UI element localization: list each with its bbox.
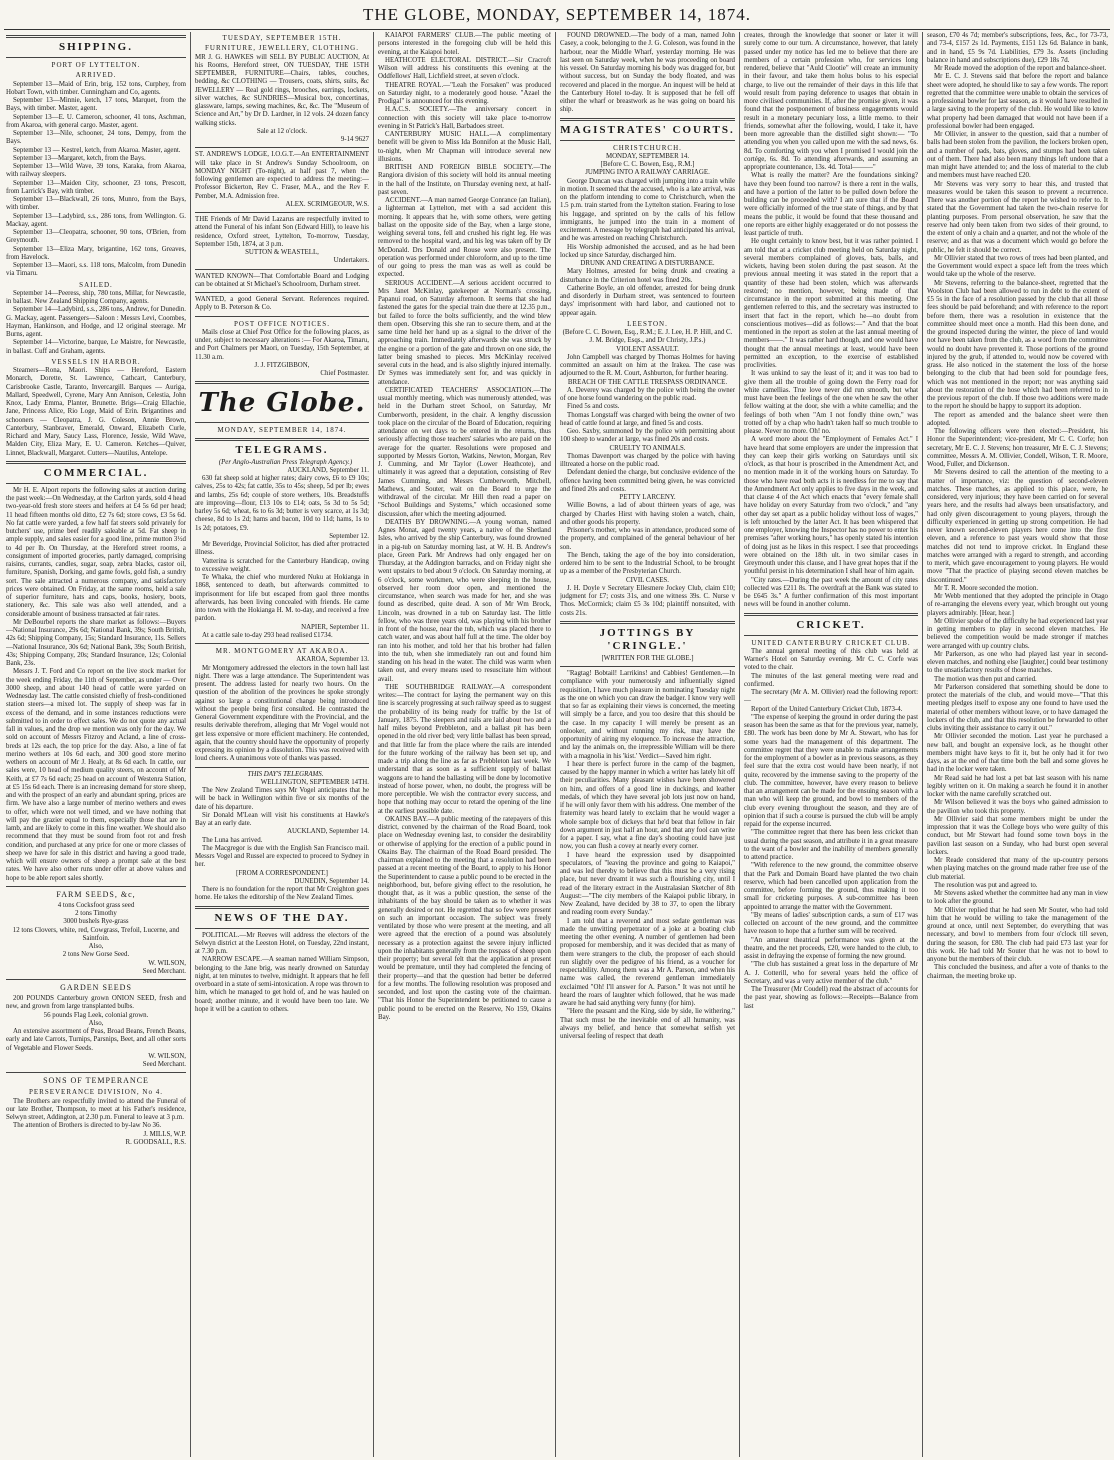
cricket-paragraph: Mr Ollivier spoke of the difficulty he had experienced last year in getting members to play in second eleven matches. He believed the competition would be made stronger if matches were arranged with up country clubs. (927, 617, 1108, 650)
cricket-paragraph: The annual general meeting of this club was held at Warner's Hotel on Saturday evening. Mr C. C. Corfe was voted to the chair. (744, 647, 918, 672)
farm-seeds-line: 3000 bushels Rye-grass (63, 918, 129, 926)
post-office-signature: Chief Postmaster. (320, 370, 369, 377)
jottings-paragraph: "Ragtag! Bobtail! Larrikins! and Cabbies! Gentlemen.—In compliance with your numerously and influentially signed requisition, I have much pleasure in nominating Tuesday night as the one on which you can draw the badger. I know very well that so far as explaining their views is concerned, the meeting will simply be a farce, and you too desire that this should be the case. In my capacity I will merely be present as an onlooker, and without running my risk, may have the opportunity of airing my eloquence. To increase the attraction, and lay the animals on, the irrepressible William will be there with a magnolia in his 'kist.' Verdict—Saved him right. (560, 670, 735, 760)
telegram: Te Whaka, the chief who murdered Nuku at Hokianga in 1868, sentenced to death, but afterwards committed to imprisonment for life but escaped from gaol three months afterwards, has been living concealed with friends. He came into town with the Hokianga H. M. to-day, and received a free pardon. (195, 574, 369, 623)
news-item: FOUND DROWNED.—The body of a man, named John Casey, a cook, belonging to the J. G. Coleson, was found in the harbour, near the Middle Wharf, yesterday morning. He was last seen on Saturday week, when he was proceeding on board his vessel. On Saturday morning his body was dragged for, but without success, but on Sunday the body floated, and was recovered and placed in the morgue. An inquest will be held at the Canterbury Hotel to-day. It is supposed that he fell off either the wharf or breastwork as he was going on board his ship. (560, 32, 735, 114)
divider (6, 483, 186, 484)
farm-seeds-signature: Seed Merchant. (142, 967, 186, 975)
sons-heading: SONS OF TEMPERANCE (43, 1076, 149, 1086)
arrival-entry: September 13—E. U. Cameron, schooner, 41 tons, Aschman, from Akaroa, with general cargo. Master, agent. (6, 113, 186, 129)
auction-ref: 9-14 9627 (340, 136, 369, 143)
divider (6, 57, 186, 58)
divider (560, 118, 735, 121)
jottings-paragraph: It was unkind to say the least of it; and it was too bad to give them all the trouble of going down the Ferry road for white camellias. True love never did run smooth, but what must have been the feelings of the one when he saw the other fellow waiting at the door, she with a white camellia; and the feelings of both when "Am I not fondly thine own," was trotted off by a chap who hadn't taken half so much trouble to please. Never no more. Oh! no. (744, 370, 918, 435)
jottings-paragraph: I have heard the expression used by disappointed speculators, of "leaving the province and going to Kaiapoi," and was led thereby to believe that this must be a very rising place, but never dreamt it was such a flourishing city, until I read of the literary extract in the Australasian Sketcher of 8th August:—"The city members of the Kaiapoi public library, in New Zealand, have decided by 38 to 37, to open the library and reading room every Sunday." (560, 851, 735, 917)
court-location: LEESTON. (627, 319, 668, 328)
telegram: At a cattle sale to-day 293 head realised £1734. (202, 631, 333, 639)
case-report: Willie Bowns, a lad of about thirteen years of age, was charged by Charles Hirst with having stolen a watch, chain, and other goods his property. (560, 502, 735, 526)
sailed-entry: September 14—Ladybird, s.s., 286 tons, Andrew, for Dunedin. G. Mackay, agent. Passengers—Saloon : Messrs Levi, Coombes, Hayman, Hankinson, and Hodge, and 12 original steerage. Mr Burns, agent. (6, 306, 186, 338)
divider (744, 613, 918, 616)
case-report: His Worship admonished the accused, and as he had been locked up since Saturday, discharged him. (560, 243, 735, 259)
sailed-entry: September 14—Peeress, ship, 780 tons, Millar, for Newcastle, in ballast. New Zealand Shipping Company, agents. (6, 289, 186, 305)
montgomery-heading: MR. MONTGOMERY AT AKAROA. (215, 647, 349, 655)
vessels-list: Steamers—Rona, Maori. Ships — Hereford, Eastern Monarch, Dorette, St. Lawrence, Cathcart, Canterbury, Carisbrooke Castle, Taranto, Invercargill. Barques — Auriga, Mallard, Speedwell, Cyrene, Mary Ann Annison, Celestia, John Knox, Lady Emma, Planter, Brunette. Brigs—Craig Ellachie, Jane, Princess Alice, Rio Loge, Maid of Erin. Brigantines and schooners — Cleopatra, J. G. Coleson, Annie Brown, Canterbury, Stanbraver, Emerald, Onward, Elizabeth Curle, Richard and Mary, Saucy Lass, Florence, Jessie, Wild Wave, Malden City, Eliza Mary, E. U. Cameron. Ketches—Quiver, Linnet, Blackwall, Margaret. Cutters—Nautilus, Antelope. (6, 367, 186, 457)
arrival-entry: September 13—Margaret, ketch, from the Bays. (13, 154, 146, 162)
masthead-title: THE GLOBE, MONDAY, SEPTEMBER 14, 1874. (363, 5, 751, 24)
garden-seeds-heading: GARDEN SEEDS (60, 983, 132, 992)
news-item: THEATRE ROYAL.—"Leah the Forsaken" was produced on Saturday night, to a moderately good house. "Azael the Prodigal" is announced for this evening. (378, 81, 551, 105)
dateline: WELLINGTON, SEPTEMBER 14TH. (260, 778, 369, 786)
cricket-paragraph: Mr Parkerson considered that something should be done to protect the materials of the club, and would move—"That this meeting pledges itself to expose any one found to have used the material of other members without leave, or to have damaged the lockers of the club, and that this resolution be forwarded to other clubs inviting their assistance to carry it out." (927, 683, 1108, 732)
dateline: DUNEDIN, September 14. (294, 877, 369, 885)
cricket-paragraph: Mr E. C. J. Stevens said that before the report and balance sheet were adopted, he should like to say a few words. The report regretted that the committee were unable to obtain the services of a professional bowler for last season, as it would have resulted in a large saving to the property of the club. He would like to know what property had been damaged that would not have been if a professional bowler had been engaged. (927, 73, 1108, 130)
column-divider (739, 32, 740, 1457)
telegram: The Luna has arrived. (202, 836, 263, 844)
port-heading: PORT OF LYTTELTON. (51, 61, 141, 69)
case-report: The Bench, taking the age of the boy into consideration, ordered him to be sent to the Industrial School, to be brought up as a member of the Presbyterian Church. (560, 551, 735, 576)
divider (195, 767, 369, 768)
case-heading: BREACH OF THE CATTLE TRESPASS ORDINANCE. (567, 378, 728, 386)
cricket-paragraph: "An amateur theatrical performance was given at the theatre, and the net proceeds, £20, were handed to the club, to assist in defraying the expense of forming the new ground. (744, 936, 918, 960)
case-heading: DRUNK AND CREATING A DISTURBANCE. (580, 260, 715, 267)
sons-signature: J. MILLS, W.P. (143, 1130, 186, 1138)
cricket-paragraph: "The committee regret that there has been less cricket than usual during the past season, and attribute it in a great measure to the want of a bowler and the inability of members generally to attend practice. (744, 829, 918, 861)
case-heading: CRUELTY TO ANIMALS. (609, 444, 686, 452)
news-item: ACCIDENT.—A man named George Conrance (an Italian), a lighterman at Lyttelton, met with a sad accident this morning. It appears that he, with some others, were getting ballast on the opposite side of the Bay, when a large stone, weighing several tons, fell and crushed his right leg. He was removed to the hospital ward, and his leg was taken off by Dr McDonald. Drs Donald and Rouse were also present. The operation was performed under chloroform, and up to the time of our going to press the man was as well as could be expected. (378, 197, 551, 279)
jottings-paragraph: I hear there is perfect furore in the camp of the bagmen, caused by the happy manner in which a writer has lately hit off their peculiarities. Many pleasant wishes have been showered on him, and offers of a good line in duckings, and leather medals, of which they have several job lots just now on hand, if he will only favor them with his address. One member of the fraternity was heard lately to exclaim that he would wager a whole sample box of dickeys that he'd beat that fellow in fair down argument in just half an hour, and that any fool can write for a paper. I say, what a fine day's shooting could have just now, you can flush a covey at nearly every corner. (560, 760, 735, 851)
garden-seeds-signature: W. WILSON, (148, 1052, 186, 1060)
arrival-entry: September 13—Eliza Mary, brigantine, 162 tons, Greaves, from Havelock. (6, 245, 186, 261)
divider (744, 635, 918, 636)
cricket-paragraph: Mr T. R. Moore seconded the motion. (934, 584, 1039, 592)
column-6 (927, 32, 1108, 1457)
case-report: Geo. Saxby, summoned by the police with permitting about 100 sheep to wander at large, was fined 20s and costs. (560, 428, 735, 444)
garden-seeds-line: Also, (88, 1019, 104, 1027)
farm-seeds-heading: FARM SEEDS, &c, (56, 889, 136, 899)
divider (195, 438, 369, 441)
dateline: AKAROA, September 13. (296, 656, 369, 664)
dateline: AUCKLAND, September 14. (287, 828, 369, 836)
sailed-entry: September 14—Victorine, barque, Le Maistre, for Newcastle, in ballast. Cuff and Graham, agents. (6, 339, 186, 355)
arrived-heading: ARRIVED. (75, 71, 117, 80)
cricket-paragraph: "The club has sustained a great loss in the departure of Mr A. J. Cotterill, who for several years held the office of Secretary, and was a very active member of the club." (744, 961, 918, 985)
arrival-entry: September 13—Blackwall, 26 tons, Munro, from the Bays, with timber. (6, 196, 186, 212)
sons-signature: R. GOODSALL, R.S. (125, 1138, 186, 1146)
cricket-paragraph: Mr Webb mentioned that they adopted the principle in Otago of re-arranging the elevens every year, which brought out young players admirably. [Hear, hear.] (927, 593, 1108, 617)
vessels-heading: VESSELS IN HARBOR. (51, 357, 141, 366)
case-report: Prisoner's mother, who was in attendance, produced some of the property, and complained of the general behaviour of her son. (560, 527, 735, 551)
telegram: The New Zealand Times says Mr Vogel anticipates that he will be back in Wellington within five or six months of the date of his departure. (195, 787, 369, 811)
jottings-subheading: [WRITTEN FOR THE GLOBE.] (601, 654, 694, 662)
case-heading: VIOLENT ASSAULT. (616, 345, 679, 353)
column-divider (555, 32, 556, 1457)
case-report: Catherine Boyle, an old offender, arrested for being drunk and disorderly in Durham street, was sentenced to fourteen days' imprisonment with hard labor, and cautioned not to appear again. (560, 284, 735, 317)
news-item: HEATHCOTE ELECTORAL DISTRICT.—Sir Cracroft Wilson will address his constituents this evening at the Oddfellows' Hall, Lichfield street, at seven o'clock. (378, 56, 551, 81)
column-divider (190, 32, 191, 1457)
cricket-paragraph: Mr Reade moved the adoption of the report and balance-sheet. (934, 65, 1107, 72)
auction-date: TUESDAY, SEPTEMBER 15TH. (222, 34, 342, 42)
commercial-report: Mr H. E. Alport reports the following sales at auction during the past week:—On Wednesday, at the Carlton yards, sold 4 head two-year-old fresh store steers and heifers at £4 5s 6d per head; 11 head fifteen months old ditto, £2 7s 6d; store cows, £3 5s 6d. No fat cattle were yarded, a few half fat steers sold privately for butchers' use, prime beef readily saleable at 5d. Fat sheep in ample supply, and sales easier for a good line, prime mutton 3½d to 4d per lb. On Thursday, at the Hereford street rooms, a consignment of imported groceries, partly damaged, comprising raisins, currants, candles, sugar, soap, zebra blacks, castor oil, furniture, Spanish, Dorking, and game fowls, gold fish, a sundry sort. The sale attracted a numerous company, and satisfactory prices were obtained. On Friday, at the same rooms, held a sale of superior furniture, hats and caps, books, hosiery, boots, stationery, &c. This sale was also well attended, and a considerable amount of business transacted at fair rates. (6, 486, 186, 618)
garden-seeds-signature: Seed Merchant. (142, 1061, 186, 1068)
court-location: CHRISTCHURCH. (613, 143, 682, 152)
cricket-paragraph: "With reference to the new ground, the committee observe that the Park and Domain Board have planted the two chain reserve, which had been cancelled upon application from the committee, before forming the ground, thus making it too small for cricketing purposes. A sub-committee has been appointed to arrange the matter with the Government. (744, 862, 918, 911)
news-item: NARROW ESCAPE.—A seaman named William Simpson, belonging to the Jane brig, was nearly drowned on Saturday night, at ten minutes to twelve, midnight. It appears that he fell overboard in a state of semi-intoxication. A rope was thrown to him, which he managed to get hold of, and he was hauled on board; another minute, and it would have been too late. We hope it will be a caution to others. (195, 956, 369, 1013)
column-divider (922, 32, 923, 1457)
case-report: Fined 5s and costs. (567, 403, 620, 411)
news-item: OKAINS BAY.—A public meeting of the ratepayers of this district, convened by the chairman of the Road Board, took place on Wednesday evening last, to consider the desirability or otherwise of applying for the erection of a public pound in Okains Bay. The chairman of the Road Board presided. The chairman explained to the meeting that a resolution had been passed at a recent meeting of the Board, to apply to his Honor the Superintendent to cause a public pound to be erected in the neighborhood, but, before giving effect to the resolution, he thought that, as it was a public question, the sense of the inhabitants of the bay should be taken as to whether it was generally desired or not. He regretted that so few were present on such an important occasion. The subject was freely ventilated by those who were present at the meeting, and all were agreed that the erection of a pound was absolutely necessary as a protection against the severe injury inflicted upon the inhabitants generally from the trespass of sheep upon their property; but several felt that the application at present would be premature, until they had completed the fencing of their property—and that the question had better be deferred for a few months. The following resolution was proposed and seconded, and lost upon the casting vote of the chairman. "That his Honor the Superintendent be petitioned to cause a public pound to be erected on the Reserve, No 159, Okains Bay. (378, 815, 551, 1021)
jottings-paragraph: "Here the peasant and the King, side by side, lie withering." That such must be the inevitable end of all humanity, was always my belief, and hence that somewhat selfish yet universal feeling of respect that death (560, 1008, 735, 1040)
divider (6, 35, 186, 38)
commercial-report: Mr DeBourbel reports the share market as follows:—Buyers—National Insurance, 29s 6d; National Bank, 39s; South British, 42s 6d; Shipping Company, 15s; Standard Insurance, 11s. Sellers—National Insurance, 30s 6d; National Bank, 39s; South British, 43s; Shipping Company, 20s; Standard Insurance, 12s; Colonial Bank, 23s. (6, 618, 186, 667)
news-item: THE SOUTHBRIDGE RAILWAY.—A correspondent writes:—The contract for laying the permanent way on this line is scarcely progressing at such railway speed as to suggest the probability of its being ready for traffic by the 1st of January, 1875. The sleepers and rails are laid about two and a half miles beyond Prebbleton, and a ballast pit has been opened in the old river bed; very little ballast has been spread, and that little far from the place where the rails are intended for the future working of the railway has been set up, and made a trip along the line as far as Prebbleton last week. We understand that as soon as a sufficient supply of ballast waggons are to hand the ballasting will be done by locomotive instead of horse power, when, no doubt, the progress will be more perceptible. We wish the contractor every success, and hope that nothing may occur to retard the opening of the line at the earliest possible date. (378, 683, 551, 815)
funeral-signature: SUTTON & WEASTELL, (245, 249, 319, 256)
case-heading: CIVIL CASES. (625, 576, 669, 584)
cricket-paragraph: Mr Reade considered that many of the up-country persons when playing matches on the ground made rather free use of the club material. (927, 857, 1108, 881)
cricket-paragraph: Mr Stevens was very sorry to hear this, and trusted that measures would be taken this season to prevent a recurrence. There was another portion of the report he wished to refer to. It stated that the Government had taken the two-chain reserve for planting purposes. From personal observation, he saw that the reserve had only been taken from two sides of their ground, to the extent of only a chain and a quarter, and not the whole of the reserve; and as that was a document which would go before the public, he felt it should be correct. (927, 180, 1108, 254)
arrival-entry: September 13—Cleopatra, schooner, 90 tons, O'Brien, from Greymouth. (6, 229, 186, 245)
auction-sale-time: Sale at 12 o'clock. (256, 127, 308, 135)
cricket-paragraph: "The expense of keeping the ground in order during the past season has been the same as that for the previous year, namely, £80. The work has been done by Mr A. Stewart, who has for some years had the management of this department. The committee regret that they were unable to make arrangements for the employment of a bowler as in previous seasons, as they feel sure that the extra cost would have been nearly, if not quite, recovered by the immense saving to the property of the club. The committee, however, have every reason to believe that an arrangement can be made for the ensuing season with a man who will keep the ground, and bowl to members of the club every evening throughout the season, and they are of opinion that if such a course is pursued the club will be amply repaid for the expense incurred. (744, 713, 918, 828)
cricket-paragraph: Mr Stevens, referring to the balance-sheet, regretted that the Woolston Club had been allowed to run in debt to the extent of £5 5s in the face of a resolution passed by the club that all those fees should be paid beforehand; and with reference to the report before them, there was a resolution in existence that the committee should meet once a month. Had this been done, and the ground inspected during the winter, the piece of land would not have been taken from the club, as a word from the committee would no doubt have prevented it. Those portions of the ground injured by the grub, if attended to, would now be covered with grass. He also noticed in the statement the loss of the horse belonging to the club that had been sold for poundage fees, which was not mentioned in the report; nor was anything said about the restoration of the hose which had been referred to in the previous report of the club. If those two additions were made to the report he should be happy to support its adoption. (927, 279, 1108, 411)
todays-telegrams-heading: THIS DAY'S TELEGRAMS. (247, 770, 324, 778)
sailed-heading: SAILED. (79, 280, 113, 289)
auction-notice: MR J. G. HAWKES will SELL BY PUBLIC AUCTION, At his Rooms, Hereford street, ON TUESDAY, THE 15TH SEPTEMBER, FURNITURE—Chairs, tables, couches, bedding, &c CLOTHING — Trousers, coats, shirts, suits, &c JEWELLERY — Real gold rings, brooches, earrings, lockets, silver watches, &c SUNDRIES—Musical box, concertinas, glassware, lamps, sewing machines, &c, &c. The "Museum of Science and Art," by Dr D. Lardner, in 12 vols. 24 dozen fancy walking sticks. (195, 53, 369, 127)
telegram: Vatterina is scratched for the Canterbury Handicap, owing to excessive weight. (195, 557, 369, 573)
commercial-report: Messrs J. T. Ford and Co report on the live stock market for the week ending Friday, the 11th of September, as under — Over 3000 sheep, and about 140 head of cattle were yarded on Wednesday last. The cattle consisted chiefly of fresh-conditioned station steers—a mixed lot. The supply of sheep was far in excess of the demand, and in some instances reductions were submitted to in order to effect sales. We do not quote any actual fall in values, and the drop we mention was only for the day. We sold on account of Messrs Fitzroy and Acland, a line of cross-breds at 12s each, the top price for the day. Also, a line of fat merino wethers at 10s 6d each, and 300 good store merino wethers on account of Mr J. Healy, at 8s 6d each. In cattle, our sales were, 10 head of medium quality steers, on account of Mr Keith, at £7 7s 6d each; 25 head on account of Westenra Station, at £5 15s 6d each. There is an increasing demand for store sheep, and with the prospect of an early and abundant spring, prices are firm. We have also a large number of merino wethers and ewes to offer, which were not well timed, and we have nothing that will pay the grazier equal to them, especially those that are in lamb, and are likely to come in this fine weather. We should also recommend that they must be sound from foot rot and fresh condition, and purchased at any price for one or more classes of sheep we have for sale in this district and having a good trade, which will ensure owners of sheep a prompt sale at the best rates. We have also other runs under offer at above values and hope to be able report sales shortly. (6, 668, 186, 882)
post-office-notice: Mails close at Chief Post Office for the following places, as under, subject to necessary alterations :— For Akaroa, Timaru, and Port Chalmers per Maori, on Tuesday, 15th September, at 11.30 a.m. (195, 328, 369, 361)
auction-heading: FURNITURE, JEWELLERY, CLOTHING. (205, 44, 359, 53)
column-1 (6, 32, 186, 1457)
jottings-heading: JOTTINGS BY 'CRINGLE.' (599, 626, 696, 652)
telegram: 630 fat sheep sold at higher rates; dairy cows, £6 to £9 10s; calves, 25s to 42s; fat cattle, 35s to 45s; sheep, 5d per lb; ewes and lambs, 25s 6d; couple of store wethers, 10s. Breadstuffs are improving—flour, £13 10s to £14; oats, 5s 3d to 5s 5d; barley 5s 6d; wheat, 6s to 6s 3d; butter is very scarce, at 1s 3d; cheese, 8d to 1s 2d; hams and bacon, 10d to 11d; hams, 1s to 1s 2d; potatoes, £9. (195, 475, 369, 532)
jottings-paragraph: I am told that a reverend and most sedate gentleman was made the unwitting perpetrator of a joke at a boating club meeting the other evening. A number of gentlemen had been proposed for membership, and it was decided that as many of them were strangers to the club, the proposer of each should run slightly over the pedigree of his friend, as a voucher for respectability. Among them was a Mr A. Parson, and when his name was called, the reverend gentleman immediately exclaimed "Oh! I'll answer for A. Parson." It was not until he heard the roars of laughter which followed, that he was made aware he had said anything very funny (for him). (560, 917, 735, 1007)
farm-seeds-line: 2 tons New Gorse Seed. (62, 951, 130, 959)
case-report: J. H. Doyle v Secretary Ellesmere Jockey Club, claim £10; judgment for £7; costs 31s, and one witness 39s. C. Nurse v Thos. McCormick; claim £5 3s 10d; plaintiff nonsuited, with costs 21s. (560, 584, 735, 617)
farm-seeds-line: 4 tons Cocksfoot grass seed (57, 901, 135, 909)
funeral-signature: Undertakers. (333, 257, 369, 265)
case-heading: JUMPING INTO A RAILWAY CARRIAGE. (585, 169, 710, 177)
cricket-paragraph: Mr Parkerson, as one who had played last year in second-eleven matches, and nothing else [laughter,] could bear testimony to the unsatisfactory results of those matches. (927, 650, 1108, 675)
cricket-paragraph: The Treasurer (Mr Coudell) read the abstract of accounts for the past year, showing as follows:—Receipts—Balance from last (744, 986, 918, 1010)
telegrams-source: (Per Anglo-Australian Press Telegraph Agency.) (218, 458, 353, 466)
masthead-rule (4, 29, 1110, 30)
newspaper-nameplate: The Globe. (198, 388, 366, 419)
cricket-paragraph: The motion was then put and carried. (934, 675, 1037, 683)
arrival-entry: September 13—Ladybird, s.s., 286 tons, from Wellington. G. Mackay, agent. (6, 212, 186, 228)
cricket-paragraph: Mr Ollivier seconded the motion. Last year he purchased a new ball, and bought an expensive lock, as he thought other members might have keys to fit it, but he only had it for two days, as at the end of that time both the ball and some gloves he had in the locker were taken. (927, 733, 1108, 774)
cricket-paragraph: This concluded the business, and after a vote of thanks to the chairman, the meeting broke up. (927, 964, 1108, 980)
cricket-paragraph: Mr Ollivier replied that he had seen Mr Souter, who had told him that he would be willing to take the management of the ground at once, until next September, do everything that was necessary, and bowl to members from four o'clock till seven, during the season, for £80. The club had paid £73 last year for this work. He had told Mr Souter that he was not to bowl to anyone but the members of their club. (927, 906, 1108, 963)
court-date: MONDAY, SEPTEMBER 14. (605, 152, 690, 160)
divider (195, 906, 369, 909)
telegram: The Macgregor is due with the English San Francisco mail. Messrs Vogel and Russel are expected to proceed to Sydney in her. (195, 844, 369, 869)
cricket-paragraph: The secretary (Mr A. M. Ollivier) read the following report:— (744, 689, 918, 705)
divider (6, 886, 186, 887)
cricket-paragraph: Mr Read said he had lost a pet bat last season with his name legibly written on it. On making a search he found it in another locker with the name carefully scratched out. (927, 774, 1108, 798)
farm-seeds-line: Also, (88, 943, 104, 950)
case-heading: PETTY LARCENY. (619, 494, 676, 501)
cricket-heading: CRICKET. (796, 618, 866, 631)
cricket-paragraph: Mr Ollivier said that some members might be under the impression that it was the College boys who were guilty of this conduct, but Mr Stewart had found some town boys in the pavilion last season on a Sunday, who had burst open several lockers. (927, 815, 1108, 856)
dateline: September 12. (329, 532, 369, 540)
news-item: CANTERBURY MUSIC HALL.—A complimentary benefit will be given to Miss Ida Bonnifon at the Music Hall, to-night, when Mr Chapman will introduce several new illusions. (378, 131, 551, 163)
jottings-paragraph: A word more about the "Employment of Females Act." I have heard that some employers are under the impression that they can keep their girls working on Saturdays until six o'clock, as that hour is proscribed in the Amendment Act, and no mention made in it of the working hours on Saturday. To those who have read both acts it is needless for me to say that the Amendment Act only applies to five days in the week, and that clause 4 of the Act which enacts that "every female shall have holiday on every Saturday from two o'clock," and "any other day set apart as a public holiday without loss of wages," is left untouched by the latter Act. It has been whispered that one employer, knowing the Inspector has no power to enter his premises "after working hours," has openly stated his intention of doing just as he likes in this respect. I see that proceedings were obtained on the 18th ult. in two similar cases in Greymouth under this clause, and I have great hopes that if the youthful persist in his determination I shall hear of him again. (744, 436, 918, 576)
dateline: [FROM A CORRESPONDENT.] (236, 869, 328, 877)
farm-seeds-line: 2 tons Timothy (75, 910, 117, 917)
jottings-paragraph: "City rates.—During the past week the amount of city rates collected was £211 8s. The overdraft at the Bank was stated to be £645 3s." A further confirmation of this most important news will be found in another column. (744, 576, 918, 609)
masthead (0, 0, 1114, 28)
divider (6, 461, 186, 464)
divider (195, 928, 369, 929)
sons-notice: The attention of Brothers is directed to by-law No 36. (13, 1122, 162, 1130)
garden-seeds-line: 56 pounds Flag Leek, colonial grown. (43, 1011, 149, 1019)
lodge-signature: ALEX. SCRIMGEOUR, W.S. (285, 200, 369, 208)
lodge-notice: ST. ANDREW'S LODGE, I.O.G.T.—An ENTERTAINMENT will take place in St Andrew's Sunday Schoolroom, on MONDAY NIGHT (To-night), at half past 7, when the following gentlemen are expected to address the meeting:— Professor Bickerton, Rev C. Fraser, M.A., and the Rev F. Pember, M.A. Admission free. (195, 151, 369, 200)
case-report: John Campbell was charged by Thomas Holmes for having committed an assault on him at the Irakea. The case was adjourned to the R. M. Court, Ashburton, for further hearing. (560, 353, 735, 378)
cricket-paragraph: "By means of ladies' subscription cards, a sum of £17 was collected on account of the new ground, and the committee have reason to hope that a further sum will be received. (744, 911, 918, 936)
jottings-paragraph: What is really the matter? Are the foundations sinking? have they been found too narrow? is there a rent in the walls, and have a portion of the latter to be pulled down before the building can be proceeded with? I am sure that if the Board were officially informed of the true state of things, and by that means the public, it would be found that these thousand and one reports are either highly exaggerated or do not possess the least particle of truth. (744, 172, 918, 237)
case-report: Thomas Davenport was charged by the police with having illtreated a horse on the public road. (560, 452, 735, 468)
arrival-entry: September 13 — Kestrel, ketch, from Akaroa. Master, agent. (13, 146, 181, 154)
telegram: Sir Donald M'Lean will visit his constituents at Hawke's Bay at an early date. (195, 811, 369, 827)
case-report: Defendant denied the charge, but conclusive evidence of the offence having been committed being given, he was convicted and fined 20s and costs. (560, 469, 735, 493)
post-office-signature: J. J. FITZGIBBON, (254, 361, 310, 369)
sons-notice: The Brothers are respectfully invited to attend the Funeral of our late Brother, Thompson, to meet at his Father's residence, Selwyn street, Addington, at 2.30 p.m. Funeral to leave at 3 p.m. (6, 1097, 186, 1121)
column-2 (195, 32, 369, 1457)
divider (195, 212, 369, 213)
dateline: NAPIER, September 11. (301, 623, 369, 631)
divider (195, 422, 369, 423)
divider (560, 621, 735, 624)
divider (195, 147, 369, 148)
farm-seeds-line: 12 tons Clovers, white, red, Cowgrass, Trefoil, Lucerne, and Saintfoin. (12, 926, 180, 942)
telegram: Mr Beveridge, Provincial Solicitor, has died after protracted illness. (195, 541, 369, 557)
arrival-entry: September 13—Minnie, ketch, 17 tons, Marquet, from the Bays, with timber. Master, agent. (6, 97, 186, 113)
club-heading: UNITED CANTERBURY CRICKET CLUB. (751, 638, 911, 647)
news-item: KAIAPOI FARMERS' CLUB.—The public meeting of persons interested in the foregoing club will be held this evening, at the Kaiapoi hotel. (378, 32, 551, 56)
divider (6, 1072, 186, 1073)
court-bench: (Before C. C. Bowen, Esq., R.M.; E. J. Lee, H. P. Hill, and C. J. M. Bridge, Esqs., and Dr Christy, J.P.s.) (562, 329, 733, 345)
funeral-notice: THE Friends of Mr David Lazarus are respectfully invited to attend the Funeral of his infant Son (Edward Hill), to leave his residence, Oxford street, Lyttelton, To-morrow, Tuesday, September 15th, 1874, at 3 p.m. (195, 216, 369, 248)
jottings-paragraph: He ought certainly to know best, but it was rather pointed. I am told that at a cricket club meeting held on Saturday night, several members complained of gloves, bats, balls, and wickets, having been stolen during the past season. At the previous annual meeting it was stated in the report that a quantity of these had been stolen, which was afterwards restored; no mention, however, being made of that circumstance in the report submitted at this meeting. One gentlemen referred to this, and the secretary was instructed to insert that fact in the report, which he—no doubt from conscientious motives—did as follows:—" And that the boat mentioned in the report as stolen at the last annual meeting of members——." It was rather hard though, and one would have thought that the annual meetings at least, would have been permitted an exception, to the exercise of established proclivities. (744, 238, 918, 369)
cricket-paragraph: Mr Wilson believed it was the boys who gained admission to the pavilion who took this property. (927, 799, 1108, 815)
news-heading: NEWS OF THE DAY. (214, 911, 350, 924)
cricket-paragraph: The minutes of the last general meeting were read and confirmed. (744, 672, 918, 688)
divider (195, 316, 369, 317)
post-office-heading: POST OFFICE NOTICES. (234, 319, 330, 328)
magistrates-heading: MAGISTRATES' COURTS. (560, 123, 735, 136)
cricket-paragraph: The resolution was put and agreed to. (934, 881, 1038, 889)
jottings-paragraph: creates, through the knowledge that sooner or later it will surely come to our turn. A circumstance, however, that lately passed under my notice has led me to believe that there are members of a certain profession who, for services long rendered, believe that "Auld Clootie" will create an immunity in their favour, and take them holus bolus to his especial charge, to live out the remainder of their days in this life that would result from paying deference to usages that obtain in more civilised communities. If, after the promise given, it was found that the postponement of business engagements would result in a monetary pecuniary loss, a little memo. to their friends, somewhat after the following, would, I take it, have been more agreeable than the distilled sight shown:— "To attending you when you called upon me with the sad news, 6s. 8d. To comforting with you when I promised I would join the cortége, 6s. 8d. To attending afterwards, and assuming an appropriate countenance, 13s. 4d. Total———" (744, 32, 918, 171)
issue-date: MONDAY, SEPTEMBER 14, 1874. (217, 426, 347, 435)
shipping-heading: SHIPPING. (59, 41, 133, 53)
case-report: Mary Holmes, arrested for being drunk and creating a disturbance in the Criterion hotel was fined 20s. (560, 268, 735, 284)
cricket-paragraph: Mr Stevens asked whether the committee had any man in view to look after the ground. (927, 890, 1108, 906)
case-report: Thomas Longstaff was charged with being the owner of two head of cattle found at large, and fined 5s and costs. (560, 411, 735, 427)
sons-subheading: PERSEVERANCE DIVISION, No 4. (29, 1088, 163, 1097)
cricket-paragraph: Report of the United Canterbury Cricket Club, 1873-4. (751, 705, 903, 713)
column-divider (373, 32, 374, 1457)
arrival-entry: September 13—Maid of Erin, brig, 152 tons, Curphey, from Hobart Town, with timber. Cunningham and Co, agents. (6, 80, 186, 96)
cricket-paragraph: The following officers were then elected:—President, his Honor the Superintendent; vice-president, Mr C. C. Corfe; hon secretary, Mr E. C. J. Stevens; hon treasurer, Mr E. C. J. Stevens; committee, Messrs A. M. Ollivier, Condell, Wilson, T. R. Moore, Wood, Fuller, and Dickenson. (927, 428, 1108, 468)
divider (6, 979, 186, 980)
arrival-entry: September 13—Maiden City, schooner, 23 tons, Prescott, from Larrick's Bay, with timber. (6, 179, 186, 195)
montgomery-report: Mr Montgomery addressed the electors in the town hall last night. There was a large attendance. The Superintendent was present. The address lasted for nearly two hours. On the question of the abolition of the provinces he spoke strongly against so large a constitutional change being introduced without the people being first consulted. He contrasted the General Government expenditure with the Provincial, and the results derivable therefrom, alleging that Mr Vogel would not get less expensive or more efficient machinery. He contended, again, that the country should have the opportunity of properly expressing its opinion by a dissolution. This was received with loud cheers. A unanimous vote of thanks was passed. (195, 664, 369, 763)
dateline: AUCKLAND, September 11. (287, 466, 369, 474)
cricket-paragraph: Mr Stevens desired to call the attention of the meeting to a matter of importance, viz: the question of second-eleven matches. These matches, as applied to this place, were, he considered, very injurious; they have been carried on for several years here, and the results had always been unsatisfactory, and had only given discouragement to young players, through the difficulty experienced in getting up strong competition. He had never known second-eleven players here come into the first eleven, and a reference to past years would show that those matches did not tend to improve cricket. In England these matches were arranged with a regard to strength, and according to merit, which gave encouragement to young players. He would move "That the practice of playing second eleven matches be discontinued." (927, 469, 1108, 584)
arrival-entry: September 13—Maori, s.s. 118 tons, Malcolm, from Dunedin via Timaru. (6, 262, 186, 278)
divider (560, 140, 735, 141)
telegram: There is no foundation for the report that Mr Creighton goes home. He takes the editorship of the New Zealand Times. (195, 886, 369, 902)
garden-seeds-line: An extensive assortment of Peas, Broad Beans, French Beans, early and late Carrots, Turnips, Parsnips, Beet, and all other sorts of Vegetable and Flower Seeds. (6, 1028, 186, 1052)
divider (195, 643, 369, 644)
wanted-ad: WANTED KNOWN—That Comfortable Board and Lodging can be obtained at St Michael's Schoolroom, Durham street. (195, 272, 369, 288)
garden-seeds-line: 200 POUNDS Canterbury grown ONION SEED, fresh and new, and grown from large transplanted bulbs. (6, 995, 186, 1011)
divider (560, 666, 735, 667)
news-item: SERIOUS ACCIDENT.—A serious accident occurred to Mrs Janet McKinlay, gatekeeper at Norman's crossing, Papanui road, on Saturday afternoon. It seems that she had fastened the gates for the special train due there at 12.35 p.m., but failed to force the bolts sufficiently, and the wind blew them open. Observing this she ran to secure them, and at the same time held her hand up as a signal to the driver of the approaching train. Immediately afterwards she was struck by the engine or a portion of the gate and thrown on one side, the latter being smashed to pieces. Mrs McKinlay received several cuts in the head, and is also slightly injured internally. Dr Symes was immediately sent for, and was quickly in attendance. (378, 279, 551, 386)
divider (195, 292, 369, 293)
court-bench: [Before C. C. Bowen, Esq., R.M.] (600, 161, 695, 168)
column-3 (378, 32, 551, 1457)
case-report: A. Deverey was charged by the police with being the owner of one horse found wandering on the public road. (560, 386, 735, 402)
arrival-entry: September 13—Nile, schooner, 24 tons, Dempy, from the Bays. (6, 130, 186, 146)
wanted-ad: WANTED, a good General Servant. References required. Apply to B. Peterson & Co. (195, 296, 369, 312)
arrival-entry: September 13—Wild Wave, 39 tons, Karaka, from Akaroa, with railway sleepers. (6, 163, 186, 179)
divider (195, 269, 369, 270)
news-item: BRITISH AND FOREIGN BIBLE SOCIETY.—The Rangiora division of this society will hold its annual meeting in the hall of the Institute, on Thursday evening next, at half-past seven. (378, 164, 551, 196)
news-item: POLITICAL.—Mr Reeves will address the electors of the Selwyn district at the Leeston Hotel, on Tuesday, 22nd instant, at 7.30 p.m. (195, 931, 369, 955)
news-item: H.A.C.S. SOCIETY.—The anniversary concert in connection with this society will take place to-morrow evening in St Patrick's Hall, Barbadoes street. (378, 106, 551, 130)
commercial-heading: COMMERCIAL. (43, 466, 149, 479)
case-report: George Duncan was charged with jumping into a train while in motion. It seemed that the accused, who is a late arrival, was on the platform intending to come to Christchurch, when the 1.5 p.m. train started from the Lyttelton station. Fearing to lose his luggage, and sprinted on by the calls of his fellow immigrants, he jumped into the train in a moment of excitement. A message by telegraph had anticipated his arrival, and he was arrested on reaching Christchurch. (560, 177, 735, 243)
cricket-paragraph: Mr Ollivier stated that two rows of trees had been planted, and the Government would expect a space left from the trees which would take up the whole of the reserve. (927, 254, 1108, 279)
cricket-paragraph: The report as amended and the balance sheet were then adopted. (927, 411, 1108, 427)
telegrams-heading: TELEGRAMS. (235, 443, 329, 456)
news-item: CERTIFICATED TEACHERS' ASSOCIATION.—The usual monthly meeting, which was numerously attended, was held in the Durham street School, on Saturday, Mr Cumberworth, president, in the chair. A lengthy discussion took place on the circular of the Board of Education, requiring attendance on wet days to be entered in the returns, thus seriously affecting those teachers' salaries who are paid on the average for the quarter. Resolutions were proposed and supported by Messrs Gorton, Watkins, Newton, Morgan, Rev J. Cumming, and Mr Taylor (Lower Heathcote), and ultimately it was agreed that a deputation, consisting of Rev James Cumming, and Messrs Cumberworth, Mitchell, Mathews, and Souter, wait on the Board to urge the withdrawal of the circular. Mr Hill then read a paper on "School Buildings and Systems," which occasioned some discussion, after which the meeting adjourned. (378, 386, 551, 518)
divider (195, 381, 369, 384)
news-item: DEATHS BY DROWNING.—A young woman, named Agnes Monat, aged twenty years, a native of the Shetland Isles, who arrived by the ship Canterbury, was found drowned in a pig-tub on Saturday morning last, at W. H. B. Andrew's place, Green Park. Mr Andrews had only engaged her on Thursday, at the Addington barracks, and on Friday night she went upstairs to bed about 9 o'clock. On Saturday morning, at 6 o'clock, some workmen, who were sleeping in the house, observed her room door open, and mentioned the circumstance, when search was made for her, and she was found as described, quite dead. A son of Mr Wm Brock, Lincoln, was drowned in a tub on Saturday last. The little fellow, who was three years old, was playing with his brother in front of the house, near the tub, which was placed there to catch water, and was about half full at the time. The older boy ran into his mother, and told her that his brother had fallen into the tub, when she immediately ran out and found him standing on his head in the water. The child was warm when taken out, and every means used to resuscitate him without avail. (378, 518, 551, 683)
farm-seeds-signature: W. WILSON, (148, 959, 186, 967)
cricket-paragraph: Mr Ollivier, in answer to the question, said that a number of balls had been stolen from the pavilion, the lockers broken open, and a number of pads, bats, gloves, and stumps had been taken out of them. There had also been many things left undone that a man might have attended to; and the loss of material to the club and members must have reached £20. (927, 131, 1108, 180)
column-4 (560, 32, 735, 1457)
column-5 (744, 32, 918, 1457)
cricket-paragraph: season, £70 4s 7d; member's subscriptions, fees, &c., for 73-73, and 73-4, £157 2s 1d. Payments, £151 12s 6d. Balance in bank, and in hand, £5 9s 7d. Liabilities, £79 3s. Assets (including balance in hand and subscriptions due), £29 18s 7d. (927, 32, 1108, 64)
